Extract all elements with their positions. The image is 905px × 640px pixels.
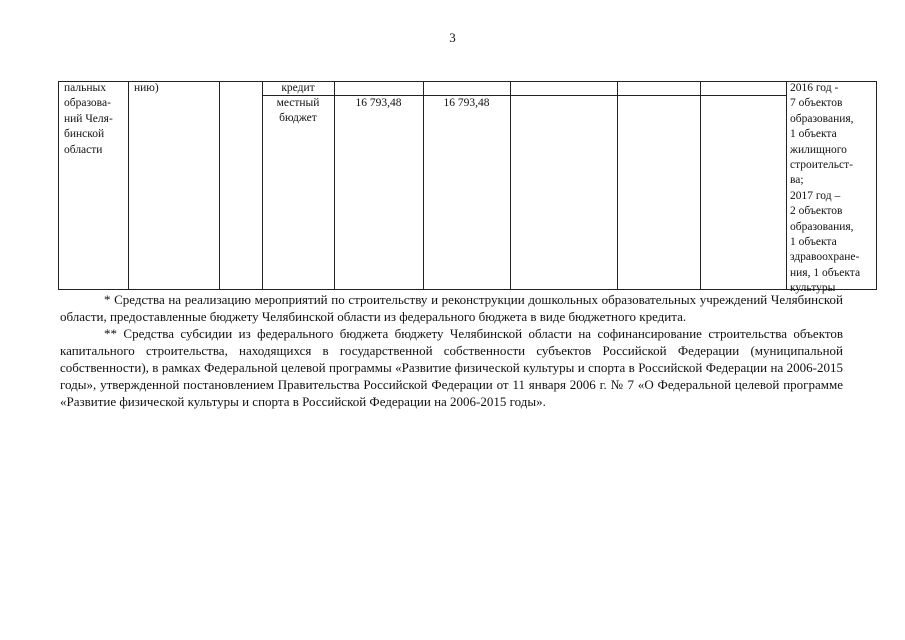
table-border-bottom [58, 289, 876, 290]
column-divider [617, 81, 618, 290]
table-border-right [876, 81, 877, 290]
page-number: 3 [449, 30, 456, 45]
column-divider [700, 81, 701, 290]
table-border-left [58, 81, 59, 290]
footnote-1: * Средства на реализацию мероприятий по строительству и реконструкции дошкольных образовательных учреждений Челябинской области, предоставленные бюджету Челябинской области из федерального бюджета в виде бюджетного кредита. [60, 292, 843, 324]
funding-source-local: местный бюджет [276, 97, 320, 125]
budget-table [0, 0, 905, 300]
footnote-2: ** Средства субсидии из федерального бюджета бюджету Челябинской области на софинансирование строительства объектов капитального строительства, находящихся в государственной собственности субъектов Российской Федерации (муниципальной собственности), в рамках Федеральной целевой программы «Развитие физической культуры и спорта в Российской Федерации на 2006-2015 годы», утвержденной постановлением Правительства Российской Федерации от 11 января 2006 г. № 7 «О Федеральной целевой программе «Развитие физической культуры и спорта в Российской Федерации на 2006-2015 годы». [60, 326, 843, 409]
funding-source-credit: кредит [281, 82, 315, 94]
description-cell: нию) [134, 82, 159, 94]
amount-total: 16 793,48 [355, 97, 402, 109]
amount-year: 16 793,48 [443, 97, 490, 109]
expected-result-cell: 2016 год - 7 объектов образования, 1 объекта жилищного строительст- ва; 2017 год – 2 объектов образования, 1 объекта здравоохране- ния, 1 объекта культуры [790, 82, 861, 295]
column-divider [423, 81, 424, 290]
column-divider [510, 81, 511, 290]
footnotes [60, 291, 843, 410]
column-divider [334, 81, 335, 290]
municipality-cell: пальных образова- ний Челя- бинской области [64, 82, 113, 156]
column-divider [128, 81, 129, 290]
column-divider [219, 81, 220, 290]
column-divider [786, 81, 787, 290]
